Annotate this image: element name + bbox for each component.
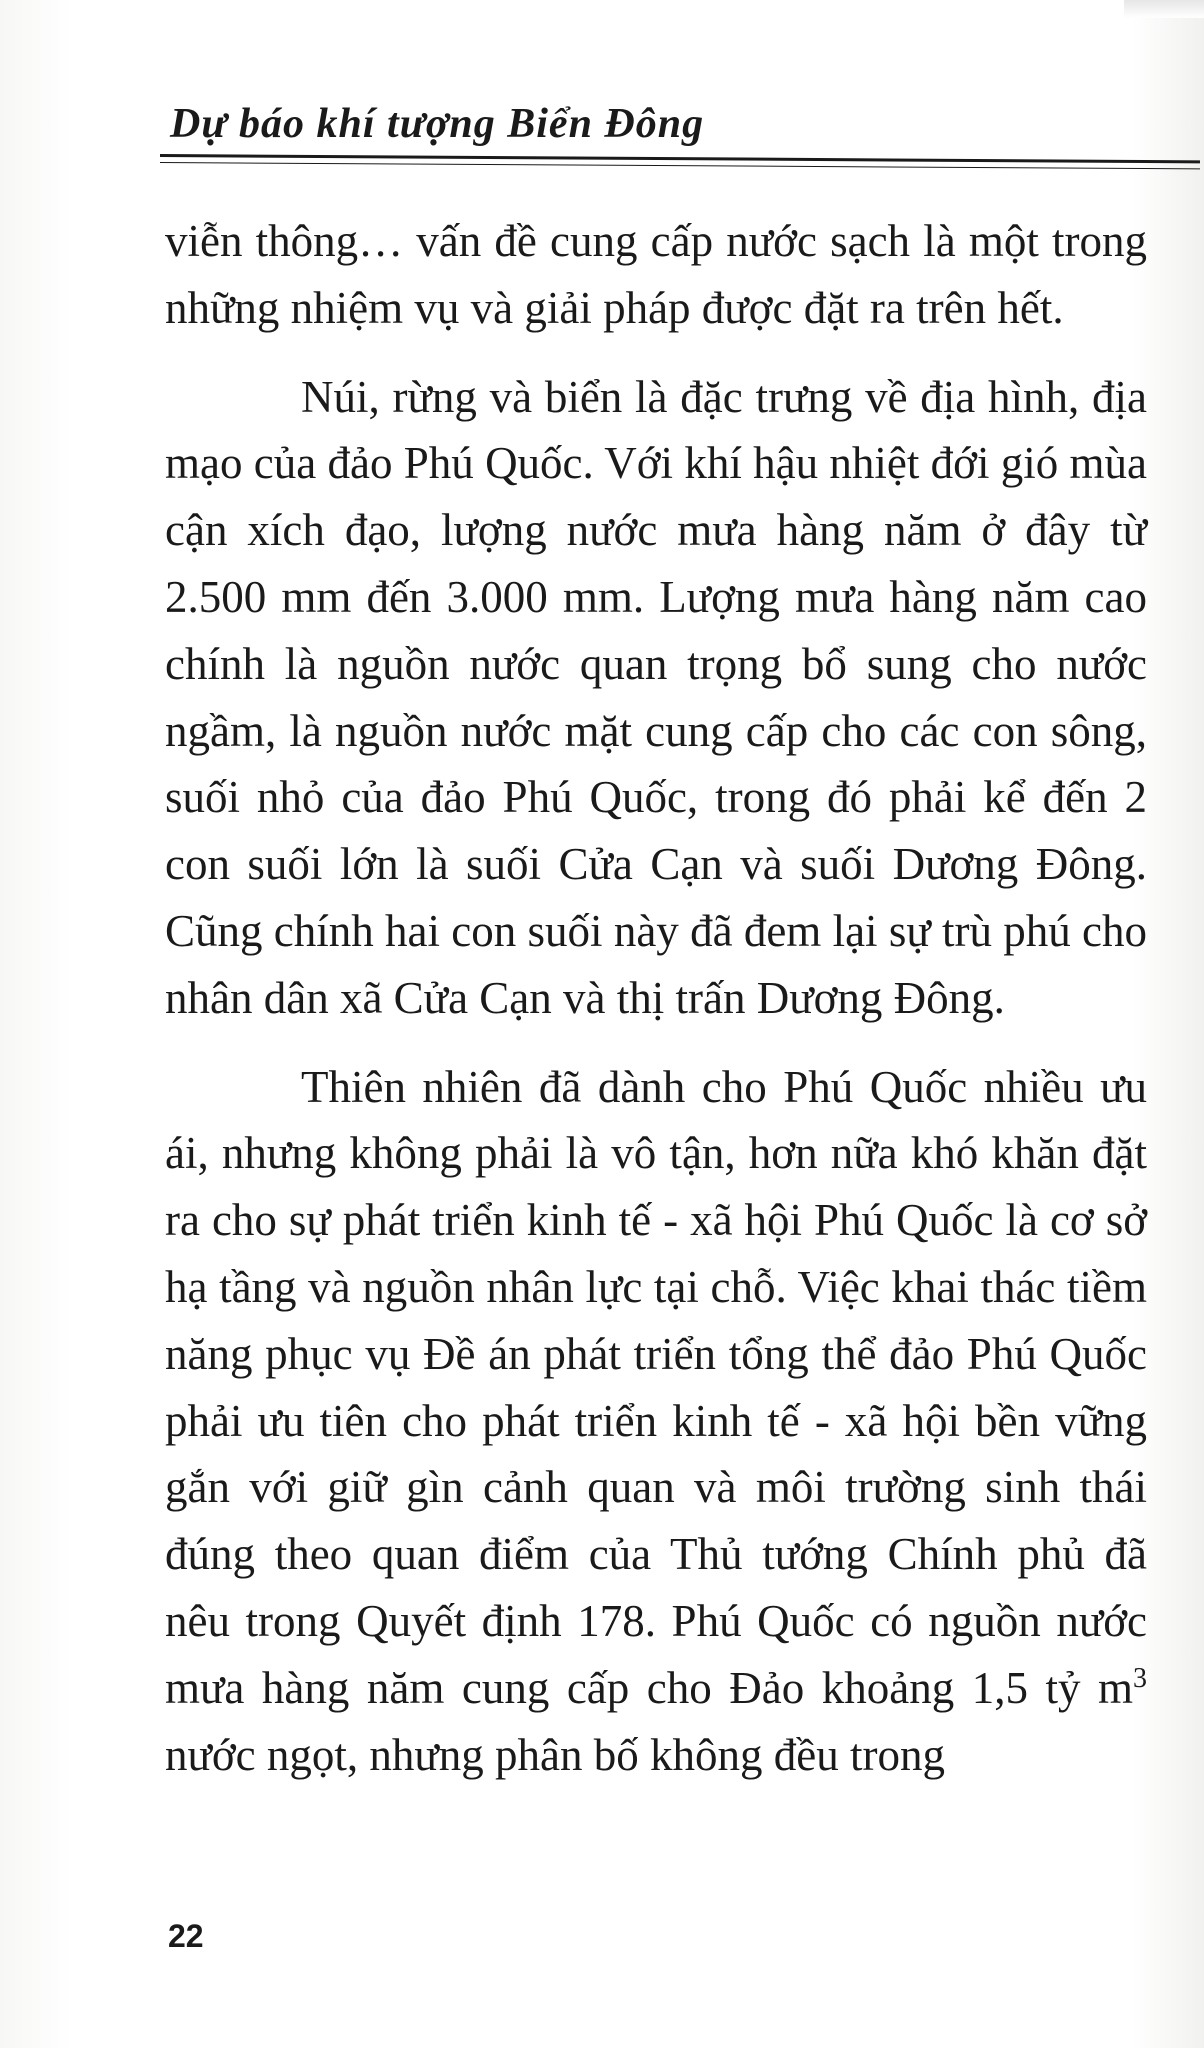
paragraph-3-text-a: Thiên nhiên đã dành cho Phú Quốc nhiều ưu ái, nhưng không phải là vô tận, hơn nữa khó khăn đặt ra cho sự phát triển kinh tế - xã hội Phú Quốc là cơ sở hạ tầng và nguồn nhân lực tại chỗ. Việc khai thác tiềm năng phục vụ Đề án phát triển tổng thể đảo Phú Quốc phải ưu tiên cho phát triển kinh tế - xã hội bền vững gắn với giữ gìn cảnh quan và môi trường sinh thái đúng theo quan điểm của Thủ tướng Chính phủ đã nêu trong Quyết định 178. Phú Quốc có nguồn nước mưa hàng năm cung cấp cho Đảo khoảng 1,5 tỷ m [165, 1061, 1147, 1713]
cubic-superscript: 3 [1133, 1662, 1147, 1694]
scan-edge-shadow [1124, 0, 1204, 18]
page-number: 22 [168, 1918, 204, 1954]
header-rule-thin [160, 162, 1200, 169]
running-header [160, 100, 1200, 170]
paragraph-2: Núi, rừng và biển là đặc trưng về địa hình, địa mạo của đảo Phú Quốc. Với khí hậu nhiệt đới gió mùa cận xích đạo, lượng nước mưa hàng năm ở đây từ 2.500 mm đến 3.000 mm. Lượng mưa hàng năm cao chính là nguồn nước quan trọng bổ sung cho nước ngầm, là nguồn nước mặt cung cấp cho các con sông, suối nhỏ của đảo Phú Quốc, trong đó phải kể đến 2 con suối lớn là suối Cửa Cạn và suối Dương Đông. Cũng chính hai con suối này đã đem lại sự trù phú cho nhân dân xã Cửa Cạn và thị trấn Dương Đông. [165, 371, 1147, 1023]
header-rule-thick [160, 154, 1200, 163]
body-text [165, 208, 1147, 1788]
paragraph-1: viễn thông… vấn đề cung cấp nước sạch là một trong những nhiệm vụ và giải pháp được đặt ra trên hết. [165, 216, 1147, 333]
paragraph-3-text-b: nước ngọt, nhưng phân bố không đều trong [165, 1729, 945, 1780]
running-title: Dự báo khí tượng Biển Đông [170, 101, 705, 147]
paragraph-3 [165, 1054, 1147, 1789]
